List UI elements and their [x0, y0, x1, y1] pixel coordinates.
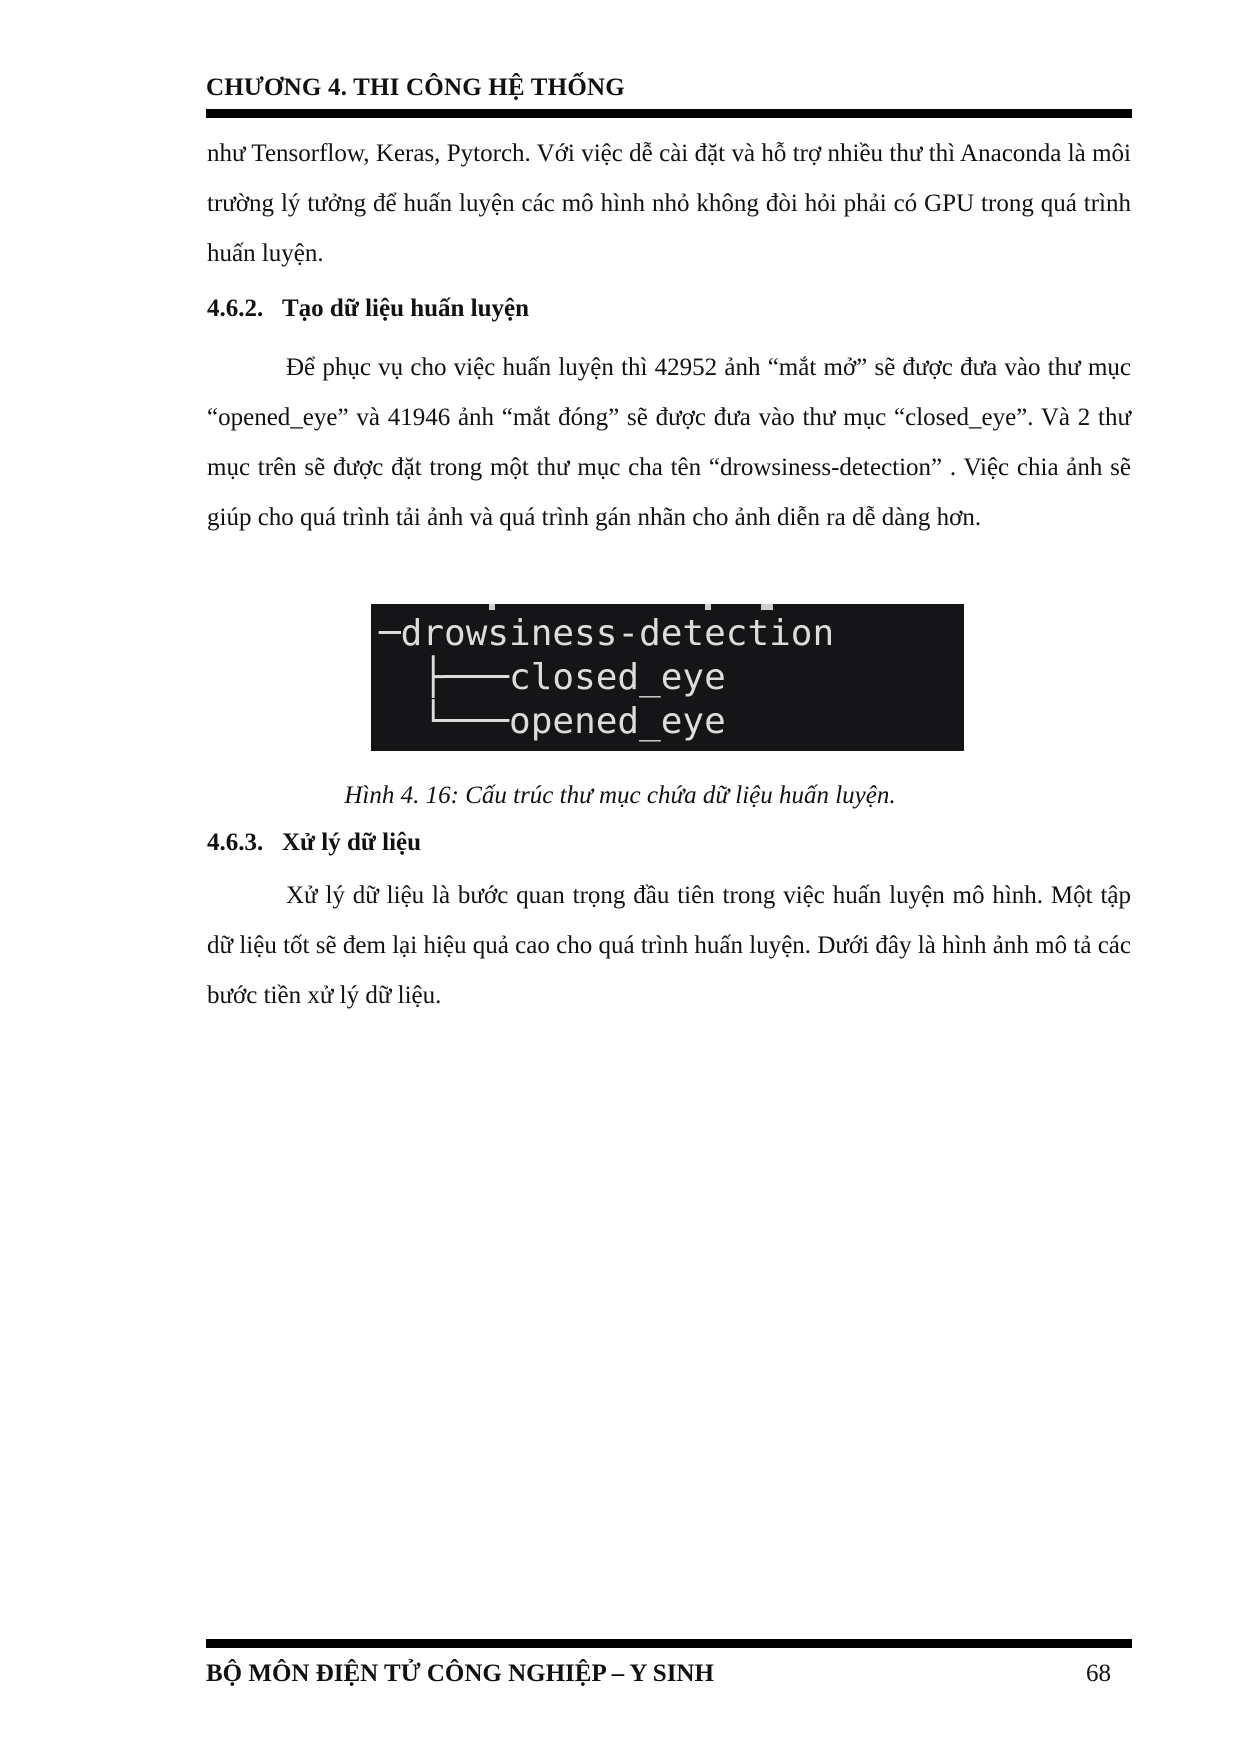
page-number: 68 [1086, 1660, 1111, 1687]
cropped-text-fragment [761, 604, 773, 610]
header-rule [206, 109, 1132, 118]
footer-rule [206, 1639, 1132, 1648]
section-4-6-2-paragraph: Để phục vụ cho việc huấn luyện thì 42952 ảnh “mắt mở” sẽ được đưa vào thư mục “opened_eye” và 41946 ảnh “mắt đóng” sẽ được đưa vào thư mục “closed_eye”. Và 2 thư mục trên sẽ được đặt trong một thư mục cha tên “drowsiness-detection” . Việc chia ảnh sẽ giúp cho quá trình tải ảnh và quá trình gán nhãn cho ảnh diễn ra dễ dàng hơn. [207, 354, 1131, 531]
section-title: Xử lý dữ liệu [282, 829, 422, 856]
section-heading-4-6-3 [207, 829, 421, 857]
intro-paragraph: như Tensorflow, Keras, Pytorch. Với việc dễ cài đặt và hỗ trợ nhiều thư thì Anaconda là môi trường lý tưởng để huấn luyện các mô hình nhỏ không đòi hỏi phải có GPU trong quá trình huấn luyện. [207, 140, 1131, 267]
folder-tree-figure [371, 604, 964, 751]
section-number: 4.6.3. [207, 829, 264, 856]
footer-department: BỘ MÔN ĐIỆN TỬ CÔNG NGHIỆP – Y SINH [206, 1660, 714, 1687]
tree-line-closed-eye: ├───closed_eye [379, 657, 726, 698]
cropped-text-fragment [489, 604, 495, 610]
section-title: Tạo dữ liệu huấn luyện [282, 295, 530, 322]
figure-caption: Hình 4. 16: Cấu trúc thư mục chứa dữ liệu huấn luyện. [344, 782, 896, 809]
section-number: 4.6.2. [207, 295, 264, 322]
cropped-text-fragment [705, 604, 711, 610]
tree-line-opened-eye: └───opened_eye [379, 701, 726, 742]
tree-line-root-folder: ─drowsiness-detection [379, 613, 835, 654]
section-heading-4-6-2 [207, 295, 529, 323]
section-4-6-3-paragraph: Xử lý dữ liệu là bước quan trọng đầu tiên trong việc huấn luyện mô hình. Một tập dữ liệu tốt sẽ đem lại hiệu quả cao cho quá trình huấn luyện. Dưới đây là hình ảnh mô tả các bước tiền xử lý dữ liệu. [207, 882, 1131, 1009]
chapter-header: CHƯƠNG 4. THI CÔNG HỆ THỐNG [206, 74, 625, 101]
